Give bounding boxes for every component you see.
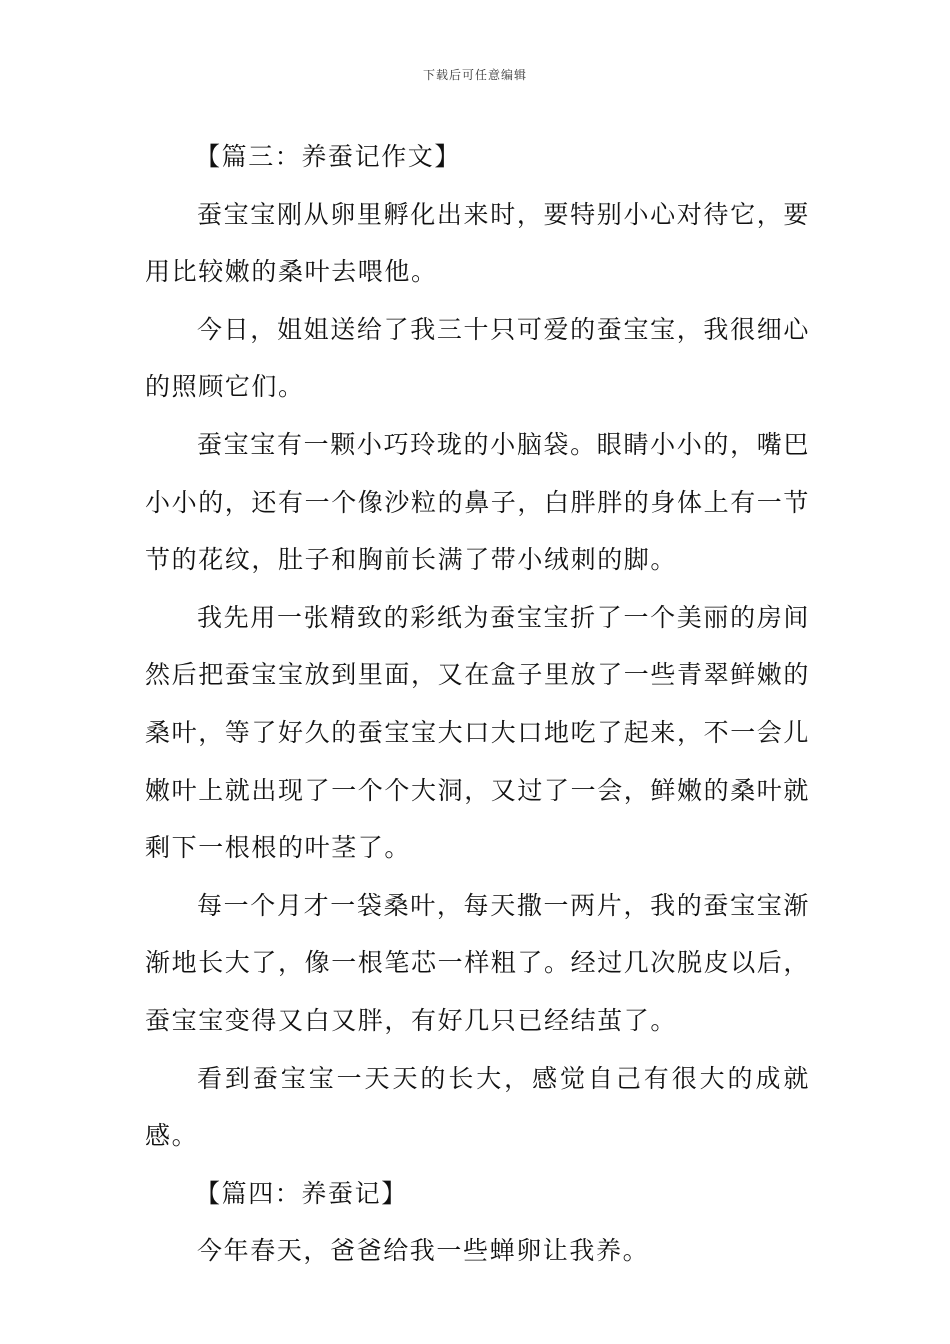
page-header: 下载后可任意编辑 bbox=[422, 68, 527, 82]
paragraph: 今日，姐姐送给了我三十只可爱的蚕宝宝，我很细心的照顾它们。 bbox=[145, 314, 810, 402]
document-body bbox=[145, 128, 810, 1280]
paragraph: 今年春天，爸爸给我一些蝉卵让我养。 bbox=[197, 1236, 650, 1266]
paragraph: 我先用一张精致的彩纸为蚕宝宝折了一个美丽的房间然后把蚕宝宝放到里面，又在盒子里放了一些青翠鲜嫩的桑叶，等了好久的蚕宝宝大口大口地吃了起来，不一会儿嫩叶上就出现了一个个大洞，又过了一会，鲜嫩的桑叶就剩下一根根的叶茎了。 bbox=[145, 602, 811, 863]
section-heading-4: 【篇四：养蚕记】 bbox=[195, 1178, 408, 1208]
paragraph: 蚕宝宝刚从卵里孵化出来时，要特别小心对待它，要用比较嫩的桑叶去喂他。 bbox=[145, 199, 810, 287]
paragraph: 每一个月才一袋桑叶，每天撒一两片，我的蚕宝宝渐渐地长大了，像一根笔芯一样粗了。经过几次脱皮以后，蚕宝宝变得又白又胖，有好几只已经结茧了。 bbox=[145, 890, 811, 1035]
paragraph: 蚕宝宝有一颗小巧玲珑的小脑袋。眼睛小小的，嘴巴小小的，还有一个像沙粒的鼻子，白胖胖的身体上有一节节的花纹，肚子和胸前长满了带小绒刺的脚。 bbox=[145, 429, 811, 575]
section-heading-3: 【篇三：养蚕记作文】 bbox=[195, 142, 462, 171]
paragraph: 看到蚕宝宝一天天的长大，感觉自己有很大的成就感。 bbox=[145, 1063, 810, 1151]
